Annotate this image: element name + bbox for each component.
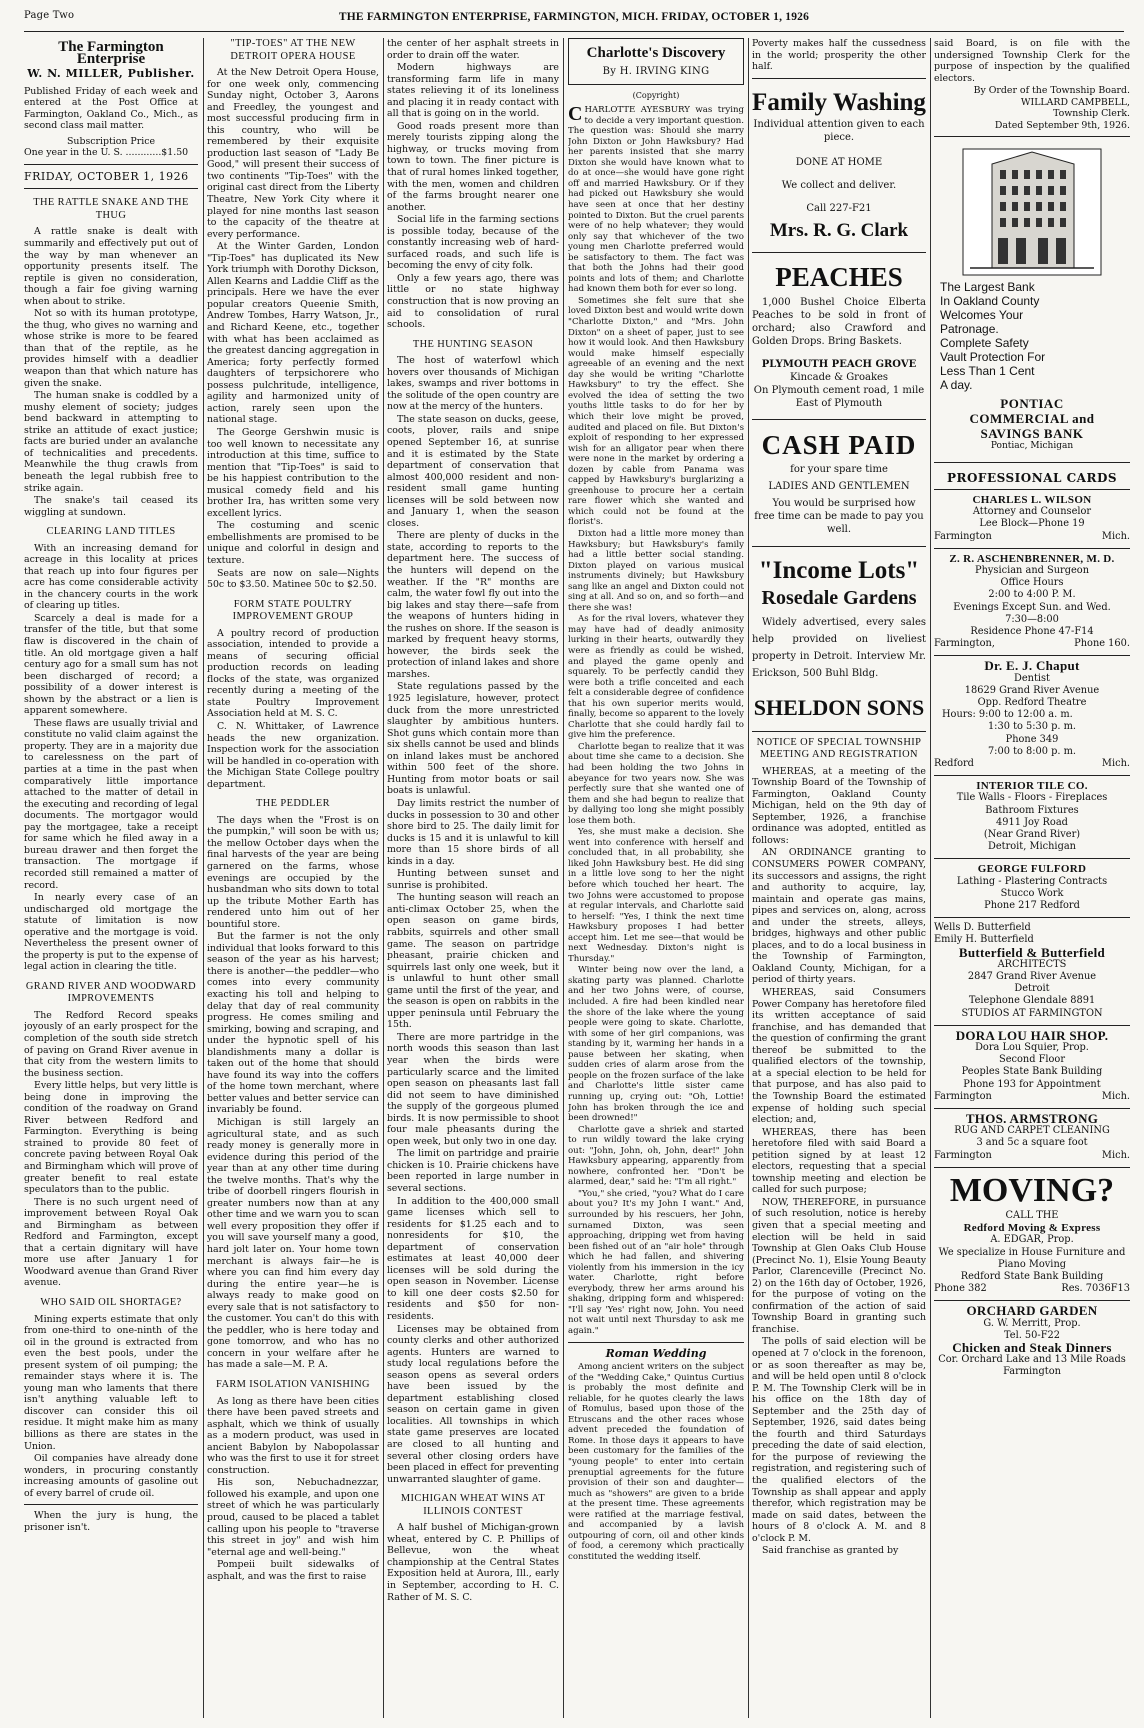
ad-name: Mrs. R. G. Clark [769, 219, 909, 241]
column-rule [748, 38, 749, 1718]
column-6 [934, 38, 1130, 1718]
paragraph: But the farmer is not the only individual that looks forward to this season of the year as his harvest; there is another—the peddler—who comes into every community exacting his toll and helping to delay that day of real community progress. He comes smiling and smirking, bowing and scraping, and under the hypnotic spell of his blandishments many a dollar is taken out of the home that should have found its way into the coffers of the home town merchant, where better values and better service can invariably be found. [207, 931, 379, 1116]
paragraph: The costuming and scenic embellishments are promised to be unique and colorful in design and texture. [207, 520, 379, 566]
bank-name: PONTIAC COMMERCIAL and SAVINGS BANK [969, 396, 1095, 442]
paragraph: Charlotte began to realize that it was about time she came to a decision. She had been holding the two Johns in abeyance for two years now. She was perfectly sure that she wanted one of them and she had begun to realize that by dallying too long she might possibly lose them both. [568, 741, 744, 826]
divider [752, 419, 926, 420]
headline-hunting-season: THE HUNTING SEASON [412, 338, 534, 350]
story-byline: By H. IRVING KING [602, 66, 710, 77]
paragraph: A rattle snake is dealt with summarily and effectively put out of the way by man whenever an opportunity presents itself. The reptile is given no consideration, though a fair foe giving warning when about to strike. [24, 226, 198, 307]
poverty-quote: Poverty makes half the cussedness in the world; prosperity the other half. [752, 38, 926, 73]
paragraph: At the New Detroit Opera House, for one week only, commencing Sunday night, October 3, Aarons and Freedley, the youngest and most successful producing firm in this country, who will be remembered by their exquisite production last season of "Lady Be Good," will present their success of two continents "Tip-Toes" with the original cast direct from the Liberty Theatre, New York City where it played for nine months last season to the capacity of the theatre at every performance. [207, 67, 379, 240]
paragraph: Day limits restrict the number of ducks in possession to 30 and other shore bird to 25. The daily limit for ducks is 15 and it is unlawful to kill more than 15 shore birds of all kinds in a day. [387, 797, 559, 867]
card-aschenbrenner: Z. R. ASCHENBRENNER, M. D. Physician and Surgeon Office Hours 2:00 to 4:00 P. M. Evenings Except Sun. and Wed. 7:30—8:00 Residence Phone 47-F14 Farmington, Phone 160. [934, 549, 1130, 657]
paragraph: When the jury is hung, the prisoner isn't. [24, 1510, 198, 1533]
headline-land-titles: CLEARING LAND TITLES [46, 526, 176, 538]
paragraph: In addition to the 400,000 small game licenses which sell to residents for $1.25 each and to nonresidents for $10, the department of conservation estimates at least 40,000 deer licenses will be sold during the open season in November. License to kill one deer costs $2.50 for residents and $50 for non-residents. [387, 1195, 559, 1323]
headline-oil-shortage: WHO SAID OIL SHORTAGE? [40, 1297, 182, 1308]
paragraph: There are plenty of ducks in the state, according to reports to the department here. The success of the hunters will depend on the weather. If the "R" months are calm, the water fowl fly out into the big lakes and stay there—safe from the weapons of hunters hiding in the rushes on shore. If the season is marked by frequent heavy storms, however, the birds seek the protection of inland lakes and shore marshes. [387, 530, 559, 680]
paragraph: Pompeii built sidewalks of asphalt, and was the first to raise [207, 1559, 379, 1582]
paragraph: AN ORDINANCE granting to CONSUMERS POWER COMPANY, its successors and assigns, the right and authority to acquire, lay, maintain and operate gas mains, pipes and services on, along, across and under the streets, alleys, bridges, highways and other public places, and to do a local business in the Township of Farmington, Oakland County, Michigan, for a period of thirty years. [752, 847, 926, 986]
paragraph: Every little helps, but very little is being done in improving the condition of the roadway on Grand River between Redford and Farmington. Everything is being strained to provide 80 feet of concrete paving between Royal Oak and Birmingham which will prove of greater benefit to real estate speculators than to the public. [24, 1080, 198, 1196]
subscription-price: One year in the U. S. ............$1.50 [24, 147, 189, 159]
paragraph: The state season on ducks, geese, coots, plover, rails and snipe opened September 16, at sunrise and it is estimated by the State department of conservation that almost 400,000 resident and non-resident small game hunting licenses will be sold between now and January 1, when the season closes. [387, 413, 559, 529]
paragraph: The hunting season will reach an anti-climax October 25, when the open season on game birds, rabbits, squirrels and other small game. The season on partridge pheasant, prairie chicken and squirrels last only one week, but it is unlawful to hunt other small game until the first of the year, and the season is open on rabbits in the upper peninsula until February the 15th. [387, 892, 559, 1031]
ad-peaches: PEACHES 1,000 Bushel Choice Elberta Peaches to be sold in front of orchard; also Crawford and Golden Drops. Bring Baskets. PLYMOUTH PEACH GROVE Kincade & Groakes On Plymouth cement road, 1 mile East of Plymouth [752, 261, 926, 409]
masthead [24, 8, 1124, 32]
paragraph: A poultry record of production association, intended to provide a means of securing official production records on leading flocks of the state, was organized recently during a meeting of the state Poultry Improvement Association held at M. S. C. [207, 627, 379, 720]
story-title-box [568, 38, 744, 85]
paragraph: Only a few years ago, there was little or no state highway construction that is now proving an aid to consolidation of rural schools. [387, 272, 559, 331]
headline-poultry: FORM STATE POULTRY IMPROVEMENT GROUP [232, 598, 354, 623]
notice-signature: By Order of the Township Board. WILLARD CAMPBELL, Township Clerk. Dated September 9th, 1926. [973, 85, 1130, 131]
card-dora-lou: DORA LOU HAIR SHOP. Dora Lou Squier, Prop. Second Floor Peoples State Bank Building Phone 193 for Appointment Farmington Mich. [934, 1026, 1130, 1109]
drop-cap: C [568, 103, 583, 126]
masthead-title: THE FARMINGTON ENTERPRISE, FARMINGTON, MICH. FRIDAY, OCTOBER 1, 1926 [338, 11, 810, 23]
paragraph: The snake's tail ceased its wiggling at sundown. [24, 495, 198, 518]
paragraph: The host of waterfowl which hovers over thousands of Michigan lakes, swamps and river bottoms in the solitude of the open country are now at the mercy of the hunters. [387, 355, 559, 413]
headline-notice: NOTICE OF SPECIAL TOWNSHIP MEETING AND REGISTRATION [756, 736, 922, 761]
paragraph: Scarcely a deal is made for a transfer of the title, but that some flaw is discovered in the chain of title. An old mortgage given a half century ago for a small sum has not been discharged of record; a possibility of a dower interest is shown by the abstract or a lien is apparent somewhere. [24, 612, 198, 717]
ad-headline: PEACHES [775, 261, 903, 292]
publication-info: Published Friday of each week and entered at the Post Office at Farmington, Oakland Co., Mich., as second class mail matter. [24, 85, 198, 132]
card-fulford: GEORGE FULFORD Lathing - Plastering Contracts Stucco Work Phone 217 Redford [934, 859, 1130, 918]
column-rule [563, 38, 564, 1718]
headline-tip-toes: "TIP-TOES" AT THE NEW DETROIT OPERA HOUSE [230, 38, 356, 62]
card-chaput: Dr. E. J. Chaput Dentist 18629 Grand River Avenue Opp. Redford Theatre Hours: 9:00 to 12:00 a. m. 1:30 to 5:30 p. m. Phone 349 7:00 to 8:00 p. m. Redford Mich. [934, 656, 1130, 776]
paragraph: With an increasing demand for acreage in this locality at prices that reach up into four figures per acre has come considerable activity in the chancery courts in the work of clearing up titles. [24, 542, 198, 612]
publication-box [24, 39, 198, 81]
paragraph: The Redford Record speaks joyously of an early prospect for the completion of the south side stretch of paving on Grand River avenue in that city from the western limits to the business section. [24, 1009, 198, 1079]
paragraph: Charlotte gave a shriek and started to run wildly toward the lake crying out: "John, John, oh, John, dear!" John Hawksbury appearing, apparently from nowhere, confronted her. "Don't be alarmed, dear," said he: "I'm all right." [568, 1124, 744, 1188]
paragraph: WHEREAS, said Consumers Power Company has heretofore filed its written acceptance of said franchise, and has demanded that the question of confirming the grant thereof be submitted to the qualified electors of the township, at a special election to be held for that purpose, and has also paid to the Township Board the estimated expense of holding such special election; and, [752, 987, 926, 1126]
divider [752, 546, 926, 547]
story-lead: CHARLOTTE AYESBURY was trying to decide a very important question. The question was: Should she marry John Dixton or John Hawksbury? Had her parents insisted that she marry Dixton she would have known what to do at once—she would have gone right off and married Hawksbury. Or if they had picked out Hawksbury she would have seen at once that her destiny pointed to Dixton. But the cruel parents were of no help whatever; they would only say that whichever of the two young men Charlotte preferred would be satisfactory to them. The fact was that both the Johns had their good points and lots of them; and Charlotte had known them both for ever so long. [568, 103, 744, 295]
paragraph: C. N. Whittaker, of Lawrence heads the new organization. Inspection work for the association will be handled in co-operation with the Michigan State College poultry department. [207, 720, 379, 790]
column-rule [203, 38, 204, 1718]
paragraph: These flaws are usually trivial and constitute no valid claim against the property. They are in a majority due to carelessness on the part of parties at a time in the past when comparatively little importance attached to the matter of detail in the executing and recording of legal documents. The mortgagor would pay the mortgagee, take a receipt for same which he filed away in a bureau drawer and then forget the transaction. The mortgage if recorded still remained a matter of record. [24, 717, 198, 891]
paragraph: State regulations passed by the 1925 legislature, however, protect duck from the more unrestricted slaughter by ambitious hunters. Shot guns which contain more than six shells cannot be used and blinds on inland lakes must be anchored within 500 feet of the shore. Hunting from motor boats or sail boats is unlawful. [387, 681, 559, 797]
divider [568, 1342, 744, 1343]
paragraph: His son, Nebuchadnezzar, followed his example, and upon one street of which he was particularly proud, caused to be placed a tablet calling upon his people to "traverse this street in joy" and wish him "eternal age and well-being." [207, 1477, 379, 1558]
paragraph: The George Gershwin music is too well known to necessitate any introduction at this time, suffice to mention that "Tip-Toes" is said to be his happiest contribution to the musical comedy field and his brother Ira, has written some very excellent lyrics. [207, 426, 379, 519]
paragraph: Hunting between sunset and sunrise is prohibited. [387, 868, 559, 891]
divider [934, 136, 1130, 137]
column-rule [383, 38, 384, 1718]
paragraph: At the Winter Garden, London "Tip-Toes" has duplicated its New York triumph with Dorothy Dickson, Allen Kearns and Laddie Cliff as the principals. Here we have the ever popular creators Queenie Smith, Andrew Tombes, Harry Watson, Jr., and Richard Keene, etc., together with what has been acclaimed as the greatest dancing aggregation in America; forty perfectly formed daughters of terpsichorere who possess pulchritude, intelligence, agility and harmonized unity of action, rarely seen upon the national stage. [207, 241, 379, 426]
ad-family-washing: Family Washing Individual attention given to each piece. DONE AT HOME We collect and deliver. Call 227-F21 Mrs. R. G. Clark [752, 88, 926, 241]
paragraph: The days when the "Frost is on the pumpkin," will soon be with us; the mellow October days when the final harvests of the year are being garnered on the farms, whose evenings are occupied by the husbandman who sits down to total up the tribute Mother Earth has rendered unto him out of her bountiful store. [207, 814, 379, 930]
card-butterfield: Wells D. Butterfield Emily H. Butterfield Butterfield & Butterfield ARCHITECTS 2847 Grand River Avenue Detroit Telephone Glendale 8891 STUDIOS AT FARMINGTON [934, 918, 1130, 1026]
ad-orchard-garden: ORCHARD GARDEN G. W. Merritt, Prop. Tel. 50-F22 Chicken and Steak Dinners Cor. Orchard Lake and 13 Mile Roads Farmington [938, 1303, 1126, 1378]
paragraph: NOW, THEREFORE, in pursuance of such resolution, notice is hereby given that a special meeting and election will be held in said Township at Glen Oaks Club House (Precinct No. 1), Elsie Young Beauty Parlor, Clarenceville (Precinct No. 2) on the 16th day of October, 1926, for the purpose of voting on the confirmation of the action of said Township Board in granting such franchise. [752, 1196, 926, 1335]
headline-rattle-snake: THE RATTLE SNAKE AND THE THUG [33, 197, 189, 221]
paragraph: There are more partridge in the north woods this season than last year when the birds were particularly scarce and the limited open season on pheasants last fall did not seem to have diminished the supply of the gorgeous plumed birds. It is now permissible to shoot four male pheasants during the open week, but only two in one day. [387, 1031, 559, 1147]
headline-roman-wedding: Roman Wedding [605, 1346, 707, 1360]
column-rule [930, 38, 931, 1718]
paragraph: Modern highways are transforming farm life in many states relieving it of its loneliness and placing it in ready contact with all that is going on in the world. [387, 62, 559, 120]
publication-name: The Farmington Enterprise [58, 39, 164, 67]
ad-sheldon: SHELDON SONS [753, 694, 925, 720]
page-number: Page Two [24, 10, 75, 21]
paragraph: Winter being now over the land, a skating party was planned. Charlotte and her two Johns were, of course, included. A fire had been kindled near the shore of the lake where the young people were going to skate. Charlotte, with some of her girl companions, was standing by it, warming her hands in a pause between her skating, when sudden cries of alarm arose from the people on the frozen surface of the lake and Charlotte's little sister came running up, crying out: "Oh, Lottie! John has broken through the ice and been drowned!" [568, 965, 744, 1124]
paragraph: Seats are now on sale—Nights 50c to $3.50. Matinee 50c to $2.50. [207, 567, 379, 591]
ad-moving: MOVING? CALL THE Redford Moving & Express A. EDGAR, Prop. We specialize in House Furniture and Piano Moving Redford State Bank Building Phone 382 Res. 7036F13 [934, 1168, 1130, 1301]
ad-headline: "Income Lots" [758, 556, 920, 584]
bank-building-icon [962, 148, 1102, 276]
paragraph: The limit on partridge and prairie chicken is 10. Prairie chickens have been reported in large number in several sections. [387, 1148, 559, 1194]
column-4 [568, 38, 744, 1718]
paragraph: Michigan is still largely an agricultural state, and as such ready money is generally more in evidence during this period of the year than at any other time during the twelve months. That's why the tribe of doorbell ringers flourish in greater numbers now than at any other time and we warn you to scan well every proposition they offer if you will save yourself many a good, hard jolt later on. Your home town merchant is always fair—he is where you can find him every day during the entire year—he is always ready to make good on every sale that is not satisfactory to the customer. You can't do this with the peddler, who is here today and gone tomorrow, and who has no concern in your welfare after he has made a sale—M. P. A. [207, 1116, 379, 1371]
divider [24, 164, 198, 165]
ad-headline: Family Washing [752, 88, 926, 116]
divider [752, 731, 926, 732]
paragraph: Good roads present more than merely tourists zipping along the highway, or trucks moving from town to town. The finer picture is that of rural homes linked together, with the men, women and children of the farms brought nearer one another. [387, 120, 559, 213]
paragraph: Oil companies have already done wonders, in procuring constantly increasing amounts of gasoline out of every barrel of crude oil. [24, 1453, 198, 1499]
paragraph: A half bushel of Michigan-grown wheat, entered by C. P. Phillips of Bellevue, won the wheat championship at the Central States Exposition held at Aurora, Ill., early in September, according to H. C. Rather of M. S. C. [387, 1522, 559, 1603]
bank-slogan: The Largest Bank In Oakland County Welcomes Your Patronage. Complete Safety Vault Protection For Less Than 1 Cent A day. [940, 280, 1046, 393]
paragraph: Among ancient writers on the subject of the "Wedding Cake," Quintus Curtius is probably the most definite and reliable, for he quotes clearly the laws of Romulus, based upon those of the Etruscans and the other races whose advent preceded the foundation of Rome. In those days it appears to have been customary for the families of the "young people" to enter into certain prenuptial agreements for the future provision of their son and daughter—much as "showers" are given to a bride at the present time. These agreements were ratified at the marriage festival, and accompanied by a lavish outpouring of corn, oil and other kinds of food, a ceremony which practically constituted the wedding itself. [568, 1362, 744, 1562]
divider [934, 462, 1130, 463]
column-1 [24, 38, 198, 1718]
divider [752, 78, 926, 79]
ad-cash-paid: CASH PAID for your spare time LADIES AND GENTLEMEN You would be surprised how free time can be made to pay you well. [752, 425, 926, 541]
publisher-name: W. N. MILLER, Publisher. [27, 67, 195, 81]
column-3 [387, 38, 559, 1718]
headline-wheat: MICHIGAN WHEAT WINS AT ILLINOIS CONTEST [400, 1493, 546, 1517]
subscription-title: Subscription Price [66, 135, 156, 147]
divider [24, 188, 198, 189]
paragraph: As long as there have been cities there have been paved streets and asphalt, which we think of usually as a modern product, was used in ancient Babylon by Nabopolassar who was the first to use it for street construction. [207, 1395, 379, 1476]
paragraph: As for the rival lovers, whatever they may have had of deadly animosity lurking in their hearts, outwardly they were as friendly as could be wished, and played the game openly and squarely. To be perfectly candid they were both a trifle conceited and each felt a considerable degree of confidence that his own superior merits would, finally, become so apparent to the lovely Charlotte that she could hardly fail to give him the preference. [568, 614, 744, 741]
paragraph: Mining experts estimate that only from one-third to one-ninth of the oil in the ground is extracted from even the best pools, under the present system of oil pumping; the remainder stays where it is. The young man who laments that there isn't anything valuable left to discover can consider this oil residue. It might make him as many billions as there are states in the Union. [24, 1313, 198, 1452]
paragraph: WHEREAS, at a meeting of the Township Board of the Township of Farmington, Oakland County Michigan, held on the 9th day of September, 1926, a franchise ordinance was adopted, entitled as follows: [752, 765, 926, 846]
paragraph: The human snake is coddled by a mushy element of society; judges bend backward in attempting to strike an attitude of exact justice; facts are buried under an avalanche of technicalities and precedents. Meanwhile the thug crawls from beneath the legal rubbish free to strike again. [24, 390, 198, 494]
column-2 [207, 38, 379, 1718]
headline-grand-river: GRAND RIVER AND WOODWARD IMPROVEMENTS [25, 980, 197, 1005]
ad-bank: The Largest Bank In Oakland County Welcomes Your Patronage. Complete Safety Vault Protection For Less Than 1 Cent A day. PONTIAC COMMERCIAL and SAVINGS BANK Pontiac, Michigan [934, 142, 1130, 457]
divider [24, 1504, 198, 1505]
paragraph: The polls of said election will be opened at 7 o'clock in the forenoon, or as soon thereafter as may be, and will be held open until 8 o'clock P. M. The Township Clerk will be in his office on the 18th day of September and the 25th day of September, 1926, said dates being the fourth and third Saturdays preceding the date of said election, for the purpose of reviewing the registration, and registering such of the qualified electors of the Township as shall appear and apply therefor, which registration may be made on said dates, between the hours of 8 o'clock A. M. and 8 o'clock P. M. [752, 1336, 926, 1544]
card-interior-tile: INTERIOR TILE CO. Tile Walls - Floors - Fireplaces Bathroom Fixtures 4911 Joy Road (Near Grand River) Detroit, Michigan [934, 776, 1130, 859]
paragraph: In nearly every case of an undischarged old mortgage the statute of limitation is now operative and the mortgage is void. Nevertheless the present owner of the property is put to the expense of legal action in clearing the title. [24, 892, 198, 973]
notice-end: said Board, is on file with the undersigned Township Clerk for the purpose of inspection by the qualified electors. [934, 38, 1130, 84]
card-armstrong: THOS. ARMSTRONG RUG AND CARPET CLEANING 3 and 5c a square foot Farmington Mich. [934, 1109, 1130, 1168]
column-5 [752, 38, 926, 1718]
ad-headline: CASH PAID [761, 429, 917, 460]
divider [752, 252, 926, 253]
card-wilson: CHARLES L. WILSON Attorney and Counselor Lee Block—Phone 19 Farmington Mich. [934, 490, 1130, 549]
paragraph: Sometimes she felt sure that she loved Dixton best and would write down "Charlotte Dixton," and "Mrs. John Dixton" on a sheet of paper, just to see how it would look. And then Hawksbury would make himself especially agreeable of an evening and the next day she would be writing "Charlotte Hawksbury" to try the effect. She evolved the idea of setting the two youths little tasks to do for her by which their love might be proved, audited and placed on file. But Dixton's exploit of responding to her expressed wish for an alligator pear when there were none in the market by ordering a dozen by cable from Panama was capped by Hawksbury's burglarizing a greenhouse to procure her a certain rare flower which she wanted and which could not be found at the florist's. [568, 295, 744, 528]
headline-peddler: THE PEDDLER [256, 798, 330, 810]
paragraph: Dixton had a little more money than Hawksbury; but Hawksbury's family had a little better social standing. Dixton played on various musical instruments divinely; but Hawksbury sang like an angel and Dixton could not sing at all. And so on, and so forth—and there she was! [568, 528, 744, 613]
paragraph: Social life in the farming sections is possible today, because of the constantly increasing web of hard-surfaced roads, and such life is becoming the envy of city folk. [387, 214, 559, 272]
paragraph: Said franchise as granted by [762, 1545, 899, 1557]
paragraph: WHEREAS, there has been heretofore filed with said Board a petition signed by at least 12 electors, requesting that a special township meeting and election be called for such purpose; [752, 1126, 926, 1196]
paragraph: There is no such urgent need of improvement between Royal Oak and Birmingham as between Redford and Farmington, except that a certain dignitary will have more use after January 1 for Woodward avenue than Grand River avenue. [24, 1196, 198, 1289]
headline-farm-isolation: FARM ISOLATION VANISHING [216, 1379, 370, 1391]
copyright: (Copyright) [632, 90, 680, 100]
paragraph: Licenses may be obtained from county clerks and other authorized agents. Hunters are warned to study local regulations before the season opens as several orders have been issued by the department establishing closed season on certain game in given localities. All townships in which state game preserves are located are closed to all hunting and several other closing orders have been placed in effect for preventing unwarranted slaughter of game. [387, 1323, 559, 1485]
paragraph: Not so with its human prototype, the thug, who gives no warning and whose strike is more to be feared than that of the reptile, as he provides himself with a deadlier weapon than that which nature has given the snake. [24, 308, 198, 389]
issue-date: FRIDAY, OCTOBER 1, 1926 [24, 169, 189, 183]
story-title: Charlotte's Discovery [586, 45, 726, 61]
paragraph: Yes, she must make a decision. She went into conference with herself and concluded that, in all probability, she liked John Hawksbury best. He did sing in a little love song to her the night before which touched her heart. The two Johns were accustomed to propose at regular intervals, and Charlotte said to herself: "Yes, I think the next time Hawksbury proposes I had better accept him. Let me see—that would be next Wednesday. Dixton's night is Thursday." [568, 827, 744, 964]
paragraph: "You," she cried, "you? What do I care about you? It's my John I want." And, surrounded by his rescuers, her John, surnamed Dixton, was seen approaching, dripping wet from having been fished out of an "air hole" through which he had fallen, and shivering violently from his immersion in the icy water. Charlotte, right before everybody, threw her arms around his shaking, dripping form and whispered: "I'll say 'Yes' right now, John. You need not wait until next Thursday to ask me again." [568, 1188, 744, 1336]
professional-cards-title: PROFESSIONAL CARDS [934, 468, 1130, 490]
ad-rosedale: "Income Lots" Rosedale Gardens Widely advertised, every sales help provided on liveliest property in Detroit. Interview Mr. Erickson, 500 Buhl Bldg. SHELDON SONS [752, 556, 926, 720]
paragraph: the center of her asphalt streets in order to drain off the water. [387, 38, 559, 61]
